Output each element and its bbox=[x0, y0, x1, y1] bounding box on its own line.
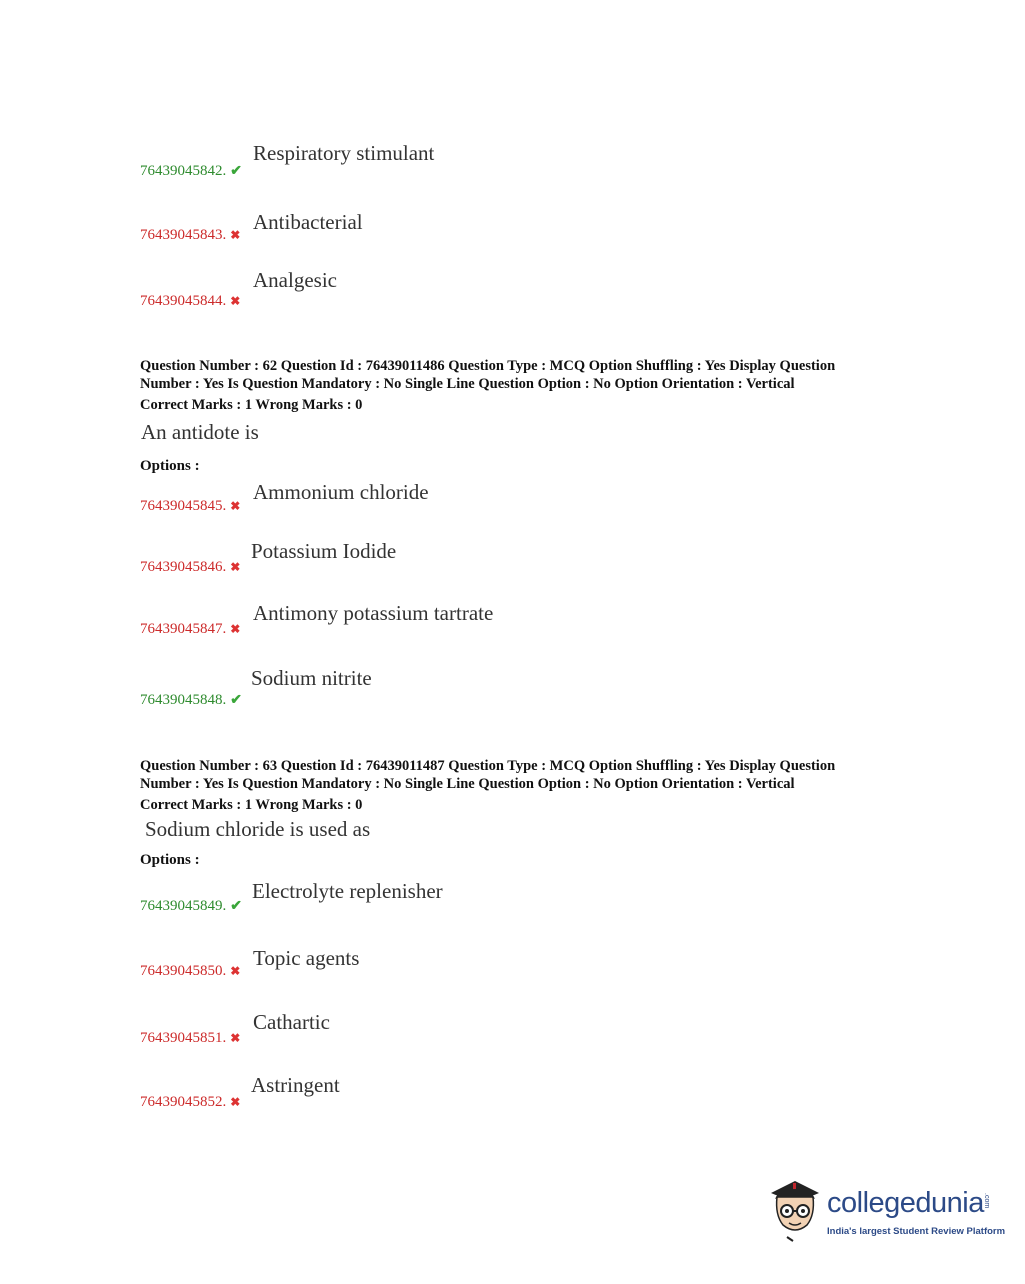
option-text: Analgesic bbox=[253, 268, 337, 292]
option-id: 76439045848. ✔ bbox=[140, 692, 242, 708]
cross-icon: ✖ bbox=[230, 294, 241, 308]
option-text: Antimony potassium tartrate bbox=[253, 601, 494, 625]
option-text: Astringent bbox=[251, 1073, 340, 1097]
collegedunia-logo bbox=[765, 1175, 1006, 1245]
check-icon: ✔ bbox=[230, 693, 242, 708]
options-label: Options : bbox=[140, 852, 200, 868]
check-icon: ✔ bbox=[230, 899, 242, 914]
option-id: 76439045845. ✖ bbox=[140, 498, 241, 514]
option-text: Topic agents bbox=[253, 946, 360, 970]
option-id: 76439045851. ✖ bbox=[140, 1030, 241, 1046]
meta-line-2: Number : Yes Is Question Mandatory : No Single Line Question Option : No Option Orientation : Vertical bbox=[140, 376, 795, 392]
marks-line: Correct Marks : 1 Wrong Marks : 0 bbox=[140, 397, 363, 413]
option-text: Sodium nitrite bbox=[251, 666, 372, 690]
cross-icon: ✖ bbox=[230, 499, 241, 513]
cross-icon: ✖ bbox=[230, 622, 241, 636]
option-id: 76439045842. ✔ bbox=[140, 163, 242, 179]
logo-com: .com bbox=[983, 1193, 990, 1209]
option-id: 76439045846. ✖ bbox=[140, 559, 241, 575]
question-62-text: An antidote is bbox=[141, 420, 259, 444]
cross-icon: ✖ bbox=[230, 228, 241, 242]
meta-line-1: Question Number : 62 Question Id : 76439011486 Question Type : MCQ Option Shuffling : Yes Display Question bbox=[140, 358, 836, 374]
option-text: Electrolyte replenisher bbox=[252, 879, 443, 903]
question-63-text: Sodium chloride is used as bbox=[145, 817, 371, 841]
option-text: Ammonium chloride bbox=[253, 480, 429, 504]
option-id: 76439045844. ✖ bbox=[140, 293, 241, 309]
cross-icon: ✖ bbox=[230, 1095, 241, 1109]
meta-line-2: Number : Yes Is Question Mandatory : No Single Line Question Option : No Option Orientation : Vertical bbox=[140, 776, 795, 792]
option-id: 76439045849. ✔ bbox=[140, 898, 242, 914]
marks-line: Correct Marks : 1 Wrong Marks : 0 bbox=[140, 797, 363, 813]
option-id: 76439045843. ✖ bbox=[140, 227, 241, 243]
mascot-icon bbox=[765, 1175, 825, 1245]
option-text: Respiratory stimulant bbox=[253, 141, 435, 165]
option-text: Antibacterial bbox=[253, 210, 363, 234]
option-id: 76439045850. ✖ bbox=[140, 963, 241, 979]
cross-icon: ✖ bbox=[230, 560, 241, 574]
logo-tagline: India's largest Student Review Platform bbox=[827, 1226, 1006, 1237]
option-id: 76439045847. ✖ bbox=[140, 621, 241, 637]
meta-line-1: Question Number : 63 Question Id : 76439011487 Question Type : MCQ Option Shuffling : Yes Display Question bbox=[140, 758, 836, 774]
cross-icon: ✖ bbox=[230, 964, 241, 978]
cross-icon: ✖ bbox=[230, 1031, 241, 1045]
question-62-meta bbox=[140, 357, 880, 414]
option-text: Potassium Iodide bbox=[251, 539, 397, 563]
check-icon: ✔ bbox=[230, 164, 242, 179]
option-text: Cathartic bbox=[253, 1010, 330, 1034]
question-63-meta bbox=[140, 757, 880, 814]
option-id: 76439045852. ✖ bbox=[140, 1094, 241, 1110]
logo-wordmark: collegedunia bbox=[827, 1187, 984, 1219]
options-label: Options : bbox=[140, 458, 200, 474]
